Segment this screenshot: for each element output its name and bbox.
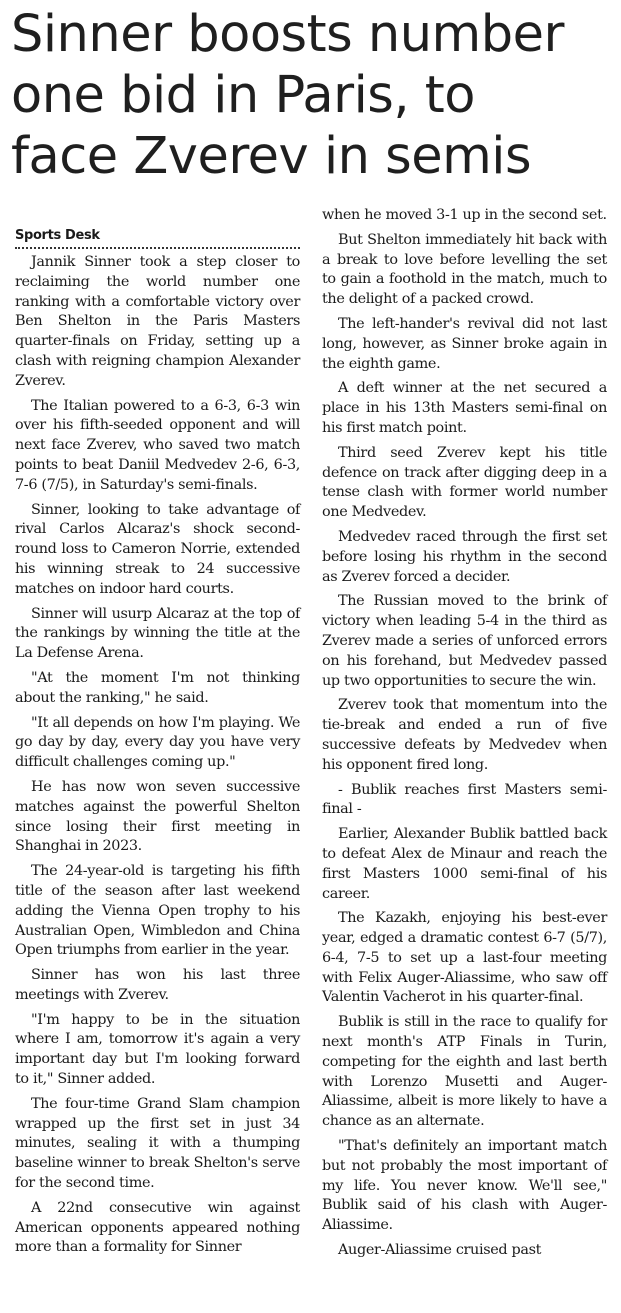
- paragraph: when he moved 3-1 up in the second set.: [322, 207, 607, 223]
- paragraph: Zverev took that momentum into the tie-break and ended a run of five successive defeats by Medvedev when his opponent fired long.: [322, 697, 607, 773]
- paragraph: A 22nd consecutive win against American opponents appeared nothing more than a formality for Sinner: [15, 1199, 300, 1256]
- paragraph: Third seed Zverev kept his title defence on track after digging deep in a tense clash with former world number one Medvedev.: [322, 444, 607, 521]
- paragraph: The left-hander's revival did not last long, however, as Sinner broke again in the eighth game.: [322, 315, 607, 372]
- byline: Sports Desk: [15, 227, 300, 249]
- headline-line-1: Sinner boosts number: [11, 5, 564, 64]
- paragraph: A deft winner at the net secured a place in his 13th Masters semi-final on his first match point.: [322, 380, 607, 436]
- paragraph: Sinner has won his last three meetings with Zverev.: [15, 967, 300, 1003]
- paragraph: But Shelton immediately hit back with a break to love before levelling the set to gain a foothold in the match, much to the delight of a packed crowd.: [322, 231, 607, 308]
- paragraph: The four-time Grand Slam champion wrapped up the first set in just 34 minutes, sealing it with a thumping baseline winner to break Shelton's serve for the second time.: [15, 1095, 300, 1192]
- headline-line-2: one bid in Paris, to: [11, 66, 475, 125]
- paragraph: The Italian powered to a 6-3, 6-3 win over his fifth-seeded opponent and will next face Zverev, who saved two match points to beat Daniil Medvedev 2-6, 6-3, 7-6 (7/5), in Saturday's semi-finals.: [15, 397, 300, 493]
- paragraph: Sinner will usurp Alcaraz at the top of the rankings by winning the title at the La Defense Arena.: [15, 605, 300, 662]
- paragraph: The 24-year-old is targeting his fifth title of the season after last weekend adding the Vienna Open trophy to his Australian Open, Wimbledon and China Open triumphs from earlier in the year.: [15, 863, 300, 959]
- paragraph: "That's definitely an important match but not probably the most important of my life. You never know. We'll see," Bublik said of his clash with Auger-Aliassime.: [322, 1138, 607, 1234]
- paragraph: The Kazakh, enjoying his best-ever year, edged a dramatic contest 6-7 (5/7), 6-4, 7-5 to set up a last-four meeting with Felix Auger-Aliassime, who saw off Valentin Vacherot in his quarter-final.: [322, 910, 607, 1006]
- paragraph: The Russian moved to the brink of victory when leading 5-4 in the third as Zverev made a series of unforced errors on his forehand, but Medvedev passed up two opportunities to secure the win.: [322, 593, 607, 689]
- article-column-left: [15, 227, 300, 1263]
- paragraph: Auger-Aliassime cruised past: [338, 1242, 542, 1259]
- paragraph: "It all depends on how I'm playing. We go day by day, every day you have very difficult challenges coming up.": [15, 714, 300, 771]
- paragraph: Earlier, Alexander Bublik battled back to defeat Alex de Minaur and reach the first Masters 1000 semi-final of his career.: [322, 826, 607, 902]
- paragraph: He has now won seven successive matches against the powerful Shelton since losing their first meeting in Shanghai in 2023.: [15, 778, 300, 855]
- paragraph: "I'm happy to be in the situation where I am, tomorrow it's again a very important day but I'm looking forward to it," Sinner added.: [15, 1011, 300, 1088]
- paragraph: "At the moment I'm not thinking about the ranking," he said.: [15, 669, 300, 706]
- subheading: - Bublik reaches first Masters semi-final -: [322, 781, 607, 818]
- headline: [11, 4, 615, 187]
- paragraph: Jannik Sinner took a step closer to reclaiming the world number one ranking with a comfortable victory over Ben Shelton in the Paris Masters quarter-finals on Friday, setting up a clash with reigning champion Alexander Zverev.: [15, 254, 300, 389]
- article-column-right: [322, 206, 607, 1266]
- paragraph: Medvedev raced through the first set before losing his rhythm in the second as Zverev forced a decider.: [322, 528, 607, 585]
- headline-line-3: face Zverev in semis: [11, 127, 532, 186]
- paragraph: Bublik is still in the race to qualify for next month's ATP Finals in Turin, competing for the eighth and last berth with Lorenzo Musetti and Auger-Aliassime, albeit is more likely to have a chance as an alternate.: [322, 1014, 607, 1130]
- paragraph: Sinner, looking to take advantage of rival Carlos Alcaraz's shock second-round loss to Cameron Norrie, extended his winning streak to 24 successive matches on indoor hard courts.: [15, 501, 300, 597]
